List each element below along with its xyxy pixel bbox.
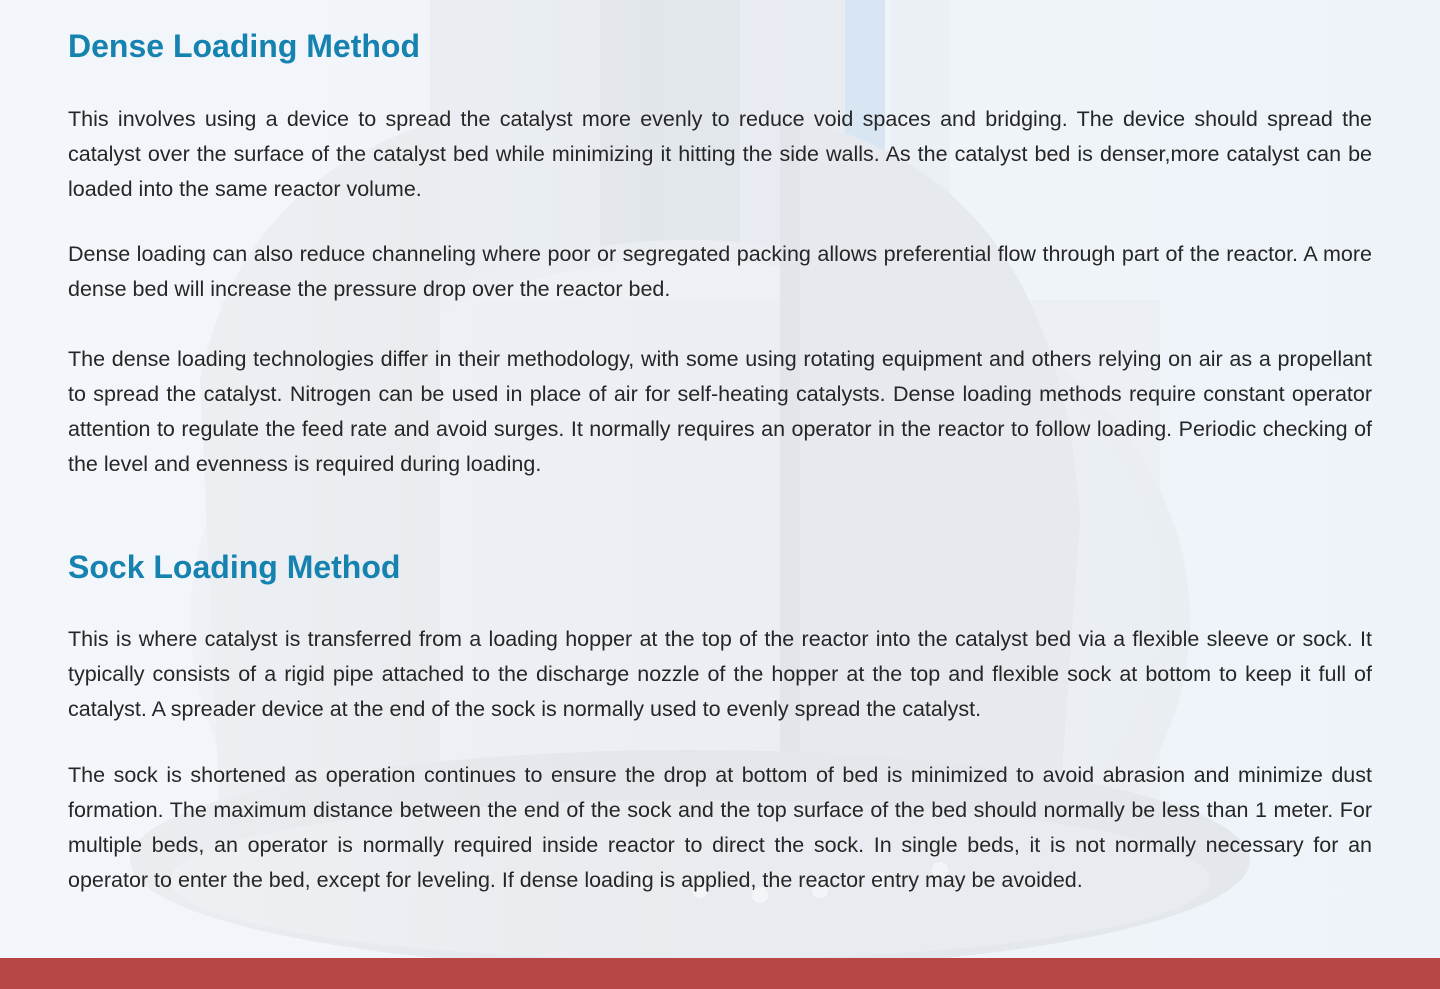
dense-loading-paragraph-1: This involves using a device to spread the catalyst more evenly to reduce void spaces and bridging. The device should spread the catalyst over the surface of the catalyst bed while minimizing it hitting the side walls. As the catalyst bed is denser,more catalyst can be loaded into the same reactor volume. [68,107,1372,201]
dense-loading-paragraph-2: Dense loading can also reduce channeling where poor or segregated packing allows preferential flow through part of the reactor. A more dense bed will increase the pressure drop over the reactor bed. [68,242,1372,301]
sock-loading-paragraph-1: This is where catalyst is transferred from a loading hopper at the top of the reactor into the catalyst bed via a flexible sleeve or sock. It typically consists of a rigid pipe attached to the discharge nozzle of the hopper at the top and flexible sock at bottom to keep it full of catalyst. A spreader device at the end of the sock is normally used to evenly spread the catalyst. [68,627,1372,721]
section-heading-sock-loading: Sock Loading Method [68,549,401,585]
footer-bar [0,958,1440,989]
dense-loading-paragraph-3: The dense loading technologies differ in their methodology, with some using rotating equipment and others relying on air as a propellant to spread the catalyst. Nitrogen can be used in place of air for self-heating catalysts. Dense loading methods require constant operator attention to regulate the feed rate and avoid surges. It normally requires an operator in the reactor to follow loading. Periodic checking of the level and evenness is required during loading. [68,347,1372,476]
section-heading-dense-loading: Dense Loading Method [68,28,420,64]
sock-loading-paragraph-2: The sock is shortened as operation continues to ensure the drop at bottom of bed is minimized to avoid abrasion and minimize dust formation. The maximum distance between the end of the sock and the top surface of the bed should normally be less than 1 meter. For multiple beds, an operator is normally required inside reactor to direct the sock. In single beds, it is not normally necessary for an operator to enter the bed, except for leveling. If dense loading is applied, the reactor entry may be avoided. [68,763,1372,892]
